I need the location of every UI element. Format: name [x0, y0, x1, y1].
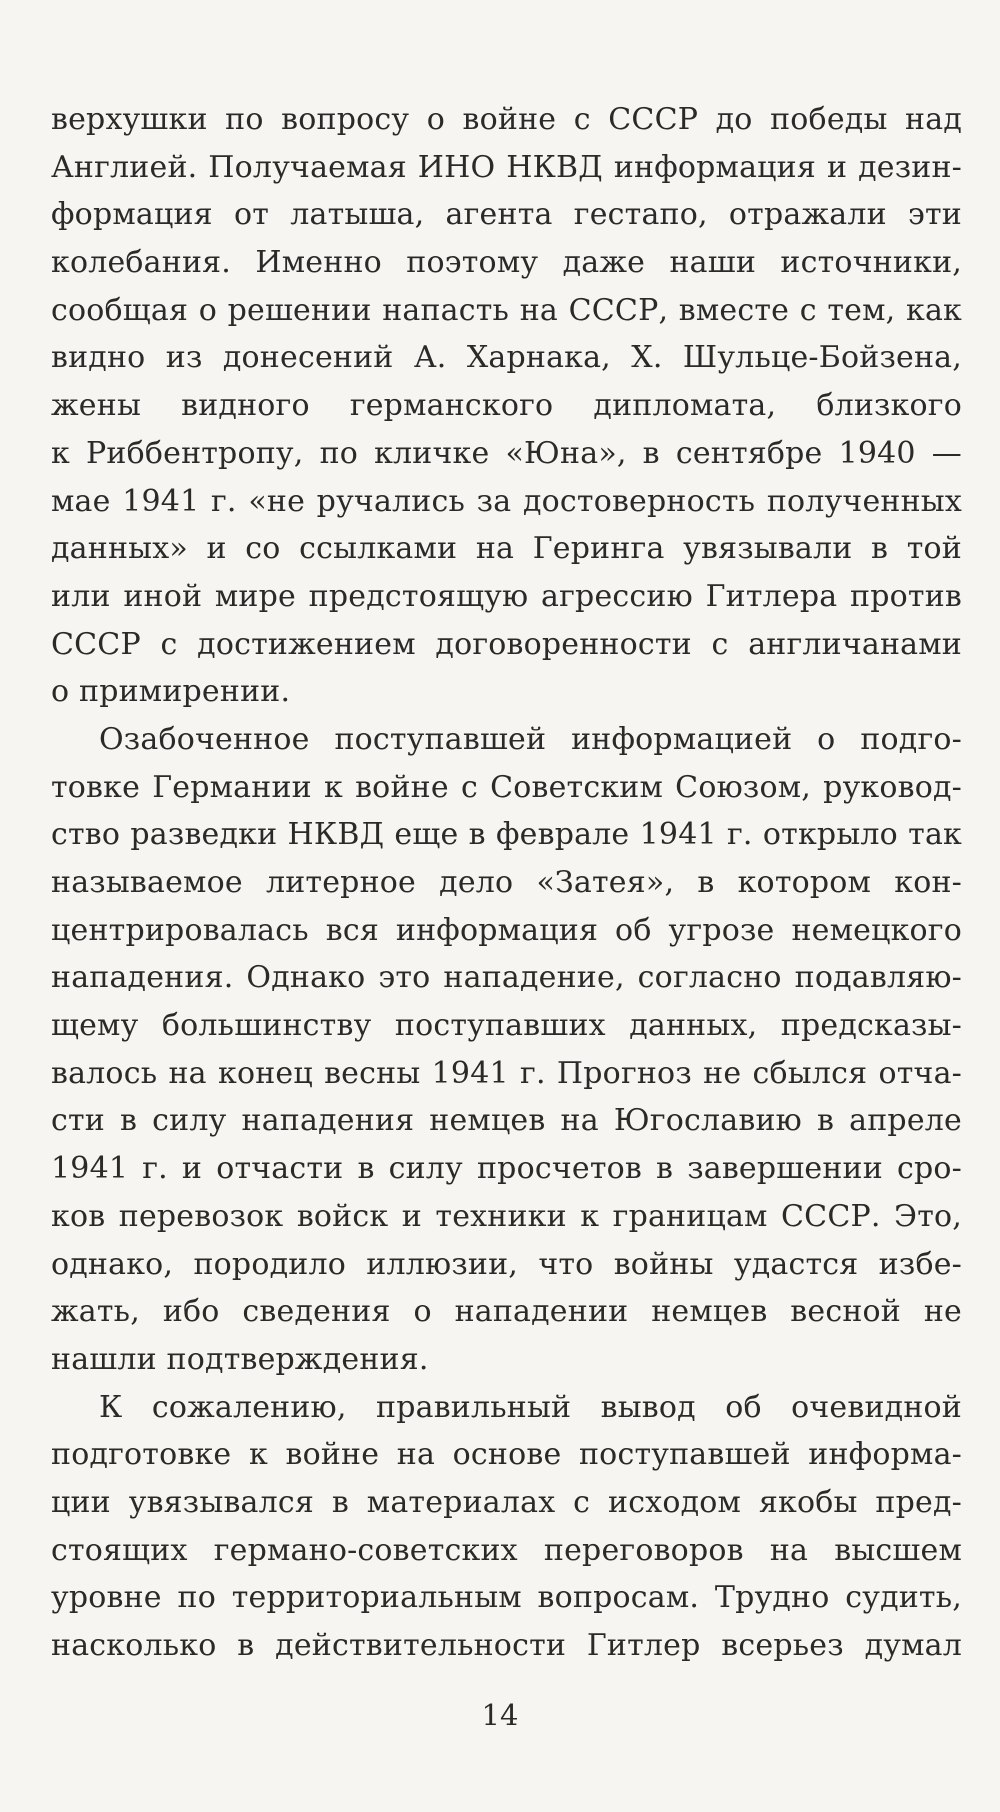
text-line: СССР с достижением договоренности с англичанами [51, 626, 962, 662]
text-line: насколько в действительности Гитлер всерьез думал [51, 1628, 962, 1663]
text-line: ков перевозок войск и техники к границам СССР. Это, [51, 1198, 962, 1234]
page-number: 14 [481, 1698, 519, 1732]
text-line: щему большинству поступавших данных, предсказы- [51, 1008, 962, 1044]
text-line: мае 1941 г. «не ручались за достоверность полученных [51, 483, 962, 519]
text-line: колебания. Именно поэтому даже наши источники, [51, 245, 962, 281]
text-line: нападения. Однако это нападение, согласно подавляю- [51, 960, 962, 996]
text-line: сти в силу нападения немцев на Югославию в апреле [51, 1103, 962, 1139]
text-line: Англией. Получаемая ИНО НКВД информация и дезин- [51, 149, 962, 185]
text-line: уровне по территориальным вопросам. Трудно судить, [51, 1580, 962, 1616]
text-line: ции увязывался в материалах с исходом якобы пред- [51, 1484, 962, 1520]
text-line: верхушки по вопросу о войне с СССР до победы над [51, 102, 962, 137]
text-line: подготовке к войне на основе поступавшей информа- [51, 1437, 962, 1473]
text-line: стоящих германо-советских переговоров на высшем [51, 1532, 962, 1568]
text-line: ство разведки НКВД еще в феврале 1941 г. открыло так [51, 817, 962, 853]
text-line: 1941 г. и отчасти в силу просчетов в завершении сро- [51, 1151, 962, 1187]
text-line: однако, породило иллюзии, что войны удастся избе- [51, 1246, 962, 1282]
text-line: о примирении. [51, 674, 291, 710]
paragraph [51, 1384, 962, 1670]
text-line: Озабоченное поступавшей информацией о подго- [99, 721, 962, 757]
paragraph [51, 96, 962, 716]
text-line: видно из донесений А. Харнака, Х. Шульце-Бойзена, [51, 340, 962, 376]
body-text [51, 96, 962, 1670]
text-line: сообщая о решении напасть на СССР, вместе с тем, как [51, 292, 962, 328]
text-line: называемое литерное дело «Затея», в котором кон- [51, 865, 962, 900]
text-line: нашли подтверждения. [51, 1341, 429, 1377]
text-line: жены видного германского дипломата, близкого [51, 388, 962, 424]
text-line: товке Германии к войне с Советским Союзом, руковод- [51, 769, 962, 805]
text-line: центрировалась вся информация об угрозе немецкого [51, 912, 962, 948]
text-line: данных» и со ссылками на Геринга увязывали в той [51, 531, 962, 567]
text-line: валось на конец весны 1941 г. Прогноз не сбылся отча- [51, 1055, 962, 1091]
text-line: к Риббентропу, по кличке «Юна», в сентябре 1940 — [51, 435, 962, 471]
text-line: К сожалению, правильный вывод об очевидной [99, 1389, 962, 1425]
text-line: жать, ибо сведения о нападении немцев весной не [51, 1294, 962, 1330]
text-line: или иной мире предстоящую агрессию Гитлера против [51, 578, 962, 614]
paragraph [51, 716, 962, 1384]
text-line: формация от латыша, агента гестапо, отражали эти [51, 197, 962, 233]
